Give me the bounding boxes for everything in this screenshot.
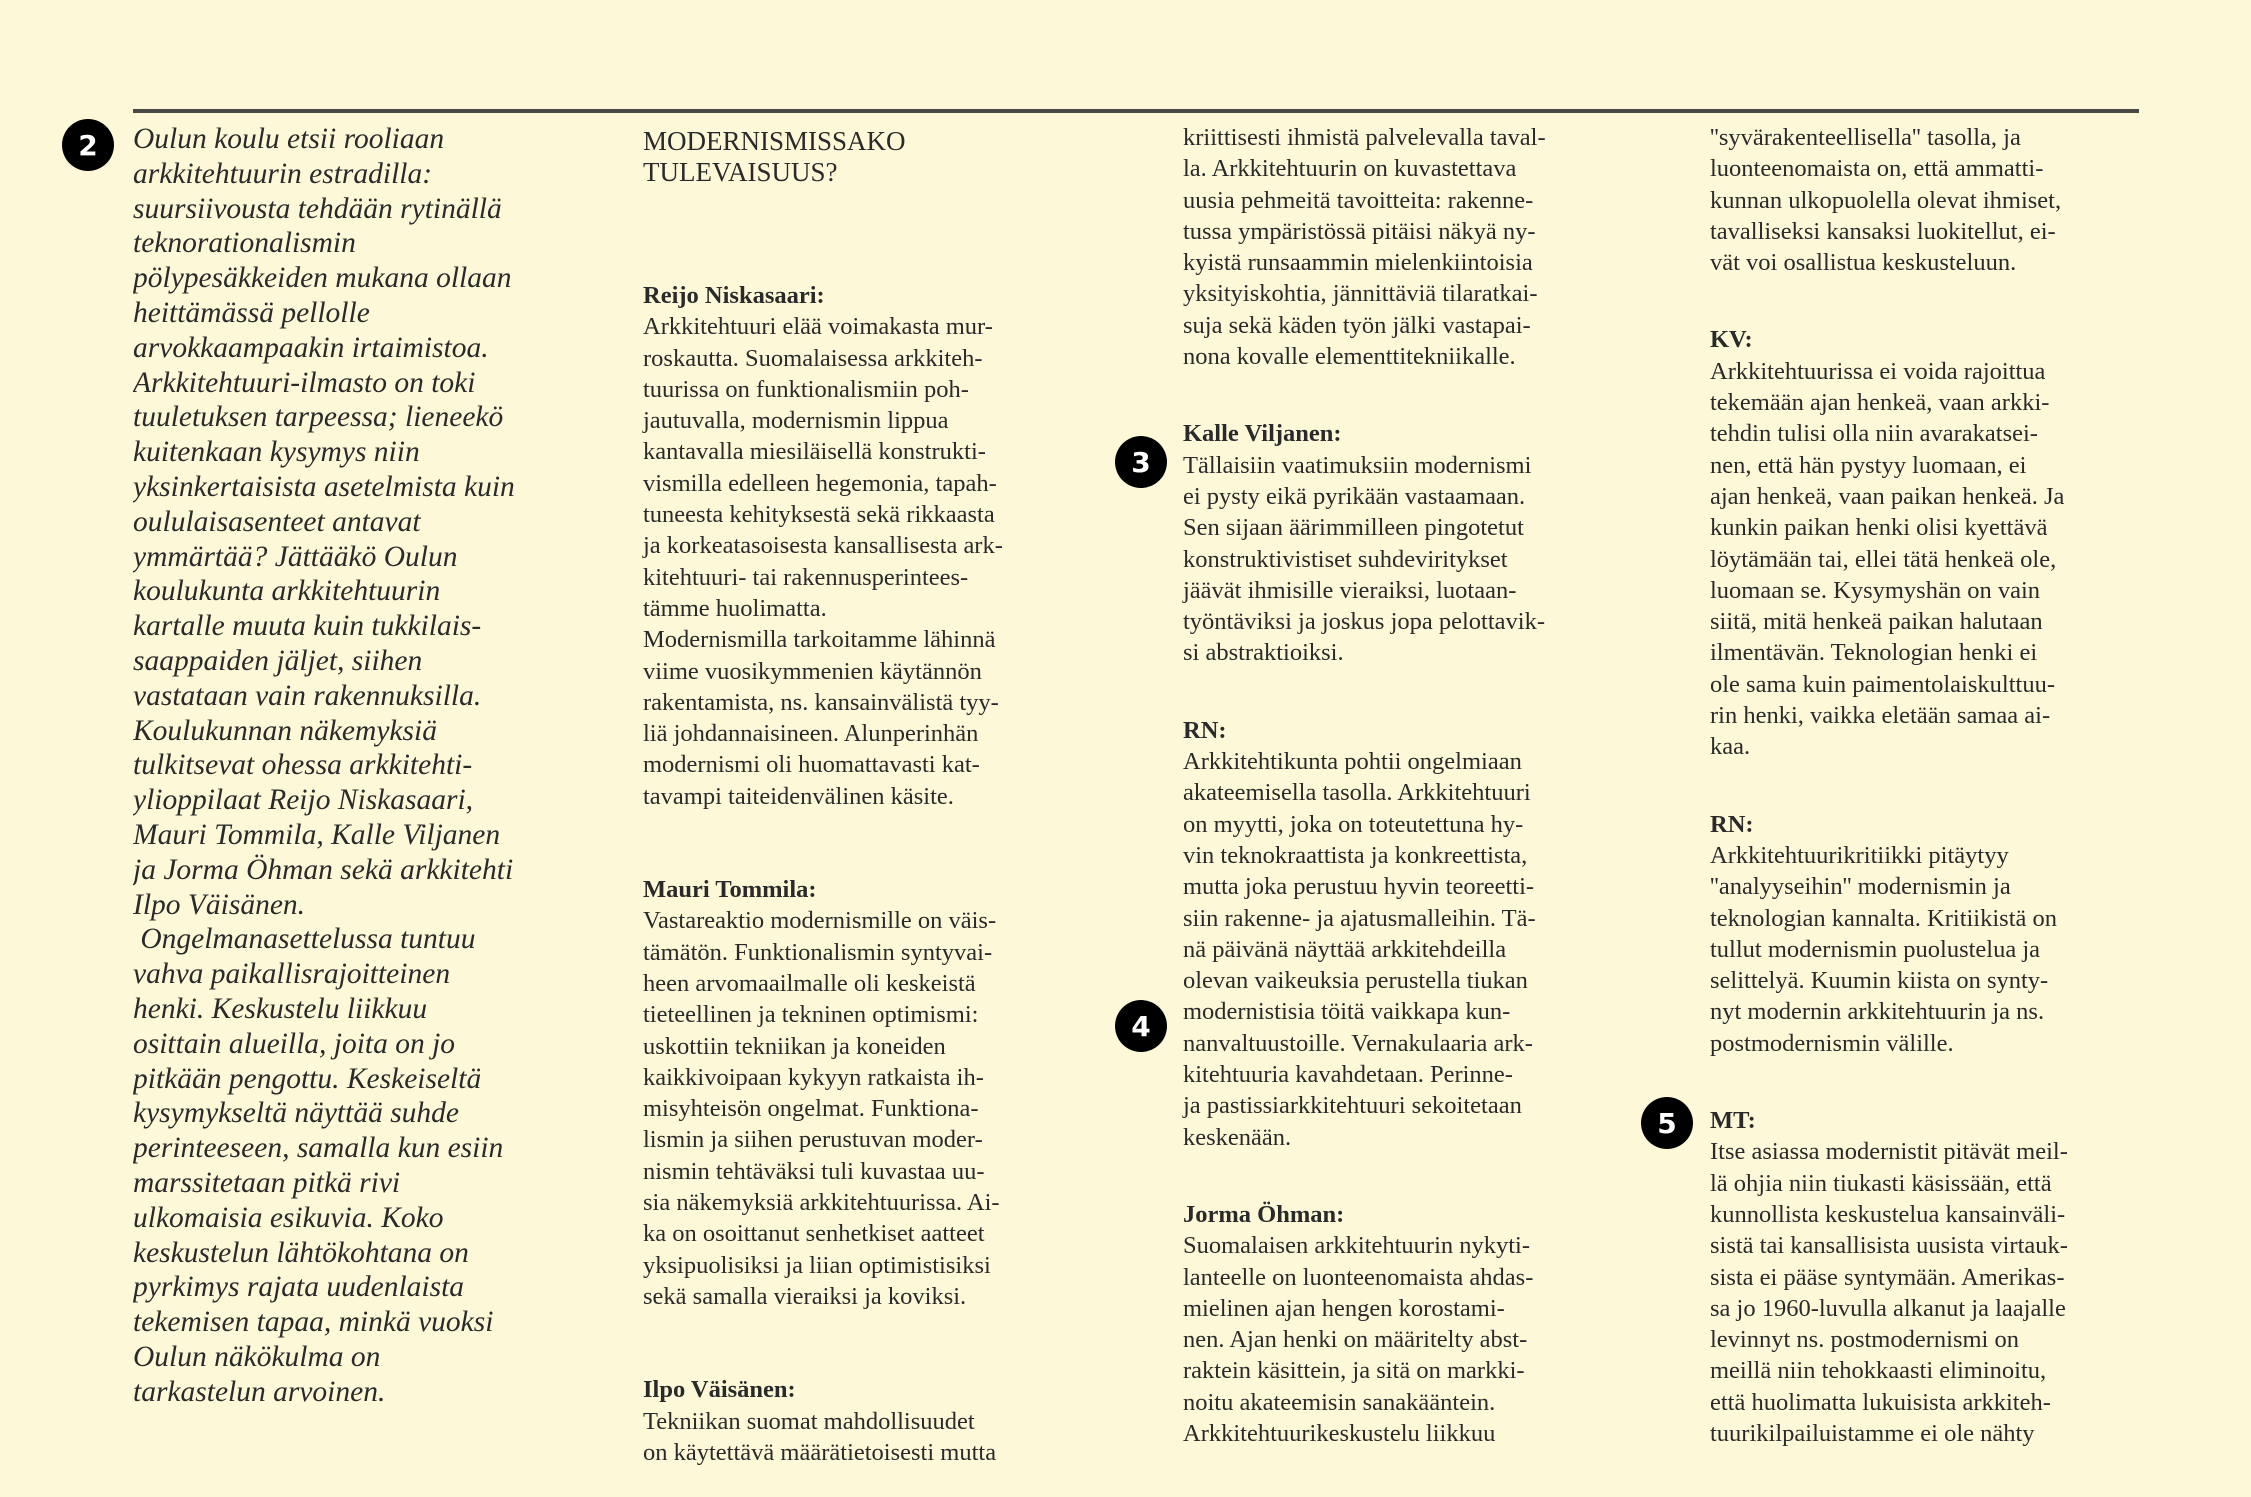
continuation-text: ''syvärakenteellisella'' tasolla, ja luonteenomaista on, että ammatti- kunnan ulkopuolella olevat ihmiset, tavalliseksi kansaksi luokitellut, ei- vät voi osallistua keskusteluun. xyxy=(1710,124,2062,277)
speaker-label: Kalle Viljanen: xyxy=(1183,420,1342,448)
intro-line: osittain alueilla, joita on jo xyxy=(133,1027,456,1060)
article-column-3 xyxy=(1183,122,1643,1449)
speaker-text: Tällaisiin vaatimuksiin modernismi ei pysty eikä pyrikään vastaamaan. Sen sijaan äärimmilleen pingotetut konstruktivistiset suhdeviritykset jäävät ihmisille vieraiksi, luotaan- työntäviksi ja joskus jopa pelottavik- si abstraktioiksi. xyxy=(1183,451,1546,667)
intro-line: ulkomaisia esikuvia. Koko xyxy=(133,1201,444,1234)
intro-line: Oulun näkökulma on xyxy=(133,1340,381,1373)
intro-line: Oulun koulu etsii rooliaan xyxy=(133,123,445,155)
intro-line: marssitetaan pitkä rivi xyxy=(133,1166,401,1199)
speaker-label: Jorma Öhman: xyxy=(1183,1200,1345,1228)
intro-line: yksinkertaisista asetelmista kuin xyxy=(133,470,515,503)
speaker-label: MT: xyxy=(1710,1107,1756,1135)
intro-line: pölypesäkkeiden mukana ollaan xyxy=(133,262,512,295)
speaker-text: Suomalaisen arkkitehtuurin nykyti- lanteelle on luonteenomaista ahdas- mielinen ajan hengen korostami- nen. Ajan henki on määritelty abst- raktein käsittein, ja sitä on markki- noitu akateemisin sanakääntein. Arkkitehtuurikeskustelu liikkuu xyxy=(1183,1232,1534,1447)
intro-line: koulukunta arkkitehtuurin xyxy=(133,575,441,608)
speaker-text: Arkkitehtikunta pohtii ongelmiaan akateemisella tasolla. Arkkitehtuuri on myytti, joka on toteutettuna hy- vin teknokraattista ja konkreettista, mutta joka perustuu hyvin teoreetti- siin rakenne- ja ajatusmalleihin. Tä- nä päivänä näyttää arkkitehdeilla olevan vaikeuksia perustella tiukan modernistisia töitä vaikkapa kun- nanvaltuustoille. Vernakulaaria ark- kitehtuuria kavahdetaan. Perinne- ja pastissiarkkitehtuuri sekoitetaan keskenään. xyxy=(1183,748,1536,1151)
speaker-label: Mauri Tommila: xyxy=(643,876,817,904)
speaker-text: Arkkitehtuurikritiikki pitäytyy ''analyyseihin'' modernismin ja teknologian kannalta. Kritiikistä on tullut modernismin puolustelua ja selittelyä. Kuumin kiista on synty- nyt modernin arkkitehtuurin ja ns. postmodernismin välille. xyxy=(1710,841,2058,1057)
marker-badge-2: 2 xyxy=(62,119,114,171)
marker-badge-4: 4 xyxy=(1115,1000,1167,1052)
intro-line: henki. Keskustelu liikkuu xyxy=(133,992,428,1025)
intro-line: perinteeseen, samalla kun esiin xyxy=(133,1132,504,1165)
speaker-text: Vastareaktio modernismille on väis- tämätön. Funktionalismin syntyvai- heen arvomaailmalle oli keskeistä tieteellinen ja tekninen optimismi: uskottiin tekniikan ja koneiden kaikkivoipaan kykyyn ratkaista ih- misyhteisön ongelmat. Funktiona- lismin ja siihen perustuvan moder- nismin tehtäväksi tuli kuvastaa uu- sia näkemyksiä arkkitehtuurissa. Ai- ka on osoittanut senhetkiset aatteet yksipuolisiksi ja liian optimistisiksi sekä samalla vieraiksi ja koviksi. xyxy=(643,907,1000,1310)
speaker-label: Reijo Niskasaari: xyxy=(643,282,825,309)
intro-line: arkkitehtuurin estradilla: xyxy=(133,157,433,190)
intro-line: tulkitsevat ohessa arkkitehti- xyxy=(133,749,473,782)
intro-line: oululaisasenteet antavat xyxy=(133,505,421,538)
speaker-label: RN: xyxy=(1710,810,1754,838)
intro-line: ylioppilaat Reijo Niskasaari, xyxy=(133,784,474,817)
article-column-2 xyxy=(643,122,1103,1468)
intro-line: tekemisen tapaa, minkä vuoksi xyxy=(133,1306,494,1339)
intro-line: saappaiden jäljet, siihen xyxy=(133,644,423,677)
marker-badge-3: 3 xyxy=(1115,436,1167,488)
speaker-text: Arkkitehtuurissa ei voida rajoittua tekemään ajan henkeä, vaan arkki- tehdin tulisi olla niin avarakatsei- nen, että hän pystyy luomaan, ei ajan henkeä, vaan paikan henkeä. Ja kunkin paikan henki olisi kyettävä löytämään tai, ellei tätä henkeä ole, luomaan se. Kysymyshän on vain siitä, mitä henkeä paikan halutaan ilmentävän. Teknologian henki ei ole sama kuin paimentolaiskulttuu- rin henki, vaikka eletään samaa ai- kaa. xyxy=(1710,357,2065,761)
intro-line: teknorationalismin xyxy=(133,227,356,260)
intro-line: kysymykseltä näyttää suhde xyxy=(133,1097,460,1130)
speaker-text: Arkkitehtuuri elää voimakasta mur- roskautta. Suomalaisessa arkkiteh- tuurissa on funktionalismiin poh- jautuvalla, modernismin lippua kantavalla miesiläisellä konstrukti- vismilla edelleen hegemonia, tapah- tuneesta kehityksestä sekä rikkaasta ja korkeatasoisesta kansallisesta ark- kitehtuuri- tai rakennusperintees- tämme huolimatta. Modernismilla tarkoitamme lähinnä viime vuosikymmenien käytännön rakentamista, ns. kansainvälistä tyy- liä johdannaisineen. Alunperinhän modernismi oli huomattavasti kat- tavampi taiteidenvälinen käsite. xyxy=(643,313,1003,810)
continuation-text: kriittisesti ihmistä palvelevalla taval- la. Arkkitehtuurin on kuvastettava uusia pehmeitä tavoitteita: rakenne- tussa ympäristössä pitäisi näkyä ny- kyistä runsaammin mielenkiintoisia yksityiskohtia, jännittäviä tilaratkai- suja sekä käden työn jälki vastapai- nona kovalle elementtitekniikalle. xyxy=(1183,124,1546,371)
intro-line: arvokkaampaakin irtaimistoa. xyxy=(133,331,489,364)
intro-line: tuuletuksen tarpeessa; lieneekö xyxy=(133,401,504,434)
intro-line: Arkkitehtuuri-ilmasto on toki xyxy=(133,366,476,399)
intro-line: Koulukunnan näkemyksiä xyxy=(133,714,437,747)
intro-line: Ongelmanasettelussa tuntuu xyxy=(133,923,476,956)
intro-line: kuitenkaan kysymys niin xyxy=(133,436,420,469)
top-rule xyxy=(133,109,2139,113)
intro-column xyxy=(133,122,543,1409)
article-heading: MODERNISMISSAKO TULEVAISUUS? xyxy=(643,126,906,187)
speaker-label: Ilpo Väisänen: xyxy=(643,1376,796,1404)
speaker-text: Tekniikan suomat mahdollisuudet on käytettävä määrätietoisesti mutta xyxy=(643,1407,997,1466)
intro-line: tarkastelun arvoinen. xyxy=(133,1375,386,1408)
article-column-4 xyxy=(1710,122,2170,1449)
intro-line: vahva paikallisrajoitteinen xyxy=(133,958,451,991)
intro-line: ja Jorma Öhman sekä arkkitehti xyxy=(133,853,514,886)
intro-line: keskustelun lähtökohtana on xyxy=(133,1236,469,1269)
intro-line: ymmärtää? Jättääkö Oulun xyxy=(133,540,458,573)
intro-line: heittämässä pellolle xyxy=(133,296,370,329)
intro-line: suursiivousta tehdään rytinällä xyxy=(133,192,502,225)
intro-line: Ilpo Väisänen. xyxy=(133,888,306,921)
speaker-label: KV: xyxy=(1710,326,1753,354)
intro-line: Mauri Tommila, Kalle Viljanen xyxy=(133,818,501,851)
intro-line: kartalle muuta kuin tukkilais- xyxy=(133,610,482,643)
intro-line: vastataan vain rakennuksilla. xyxy=(133,679,482,712)
speaker-text: Itse asiassa modernistit pitävät meil- lä ohjia niin tiukasti käsissään, että kunnollista keskustelua kansainväli- sistä tai kansallisista uusista virtauk- sista ei pääse syntymään. Amerikas- sa jo 1960-luvulla alkanut ja laajalle levinnyt ns. postmodernismi on meillä niin tehokkaasti eliminoitu, että huolimatta lukuisista arkkiteh- tuurikilpailuistamme ei ole nähty xyxy=(1710,1138,2068,1447)
speaker-label: RN: xyxy=(1183,716,1227,744)
marker-badge-5: 5 xyxy=(1641,1097,1693,1149)
intro-line: pitkään pengottu. Keskeiseltä xyxy=(133,1062,482,1095)
intro-text xyxy=(133,122,543,1409)
intro-line: pyrkimys rajata uudenlaista xyxy=(133,1271,465,1304)
